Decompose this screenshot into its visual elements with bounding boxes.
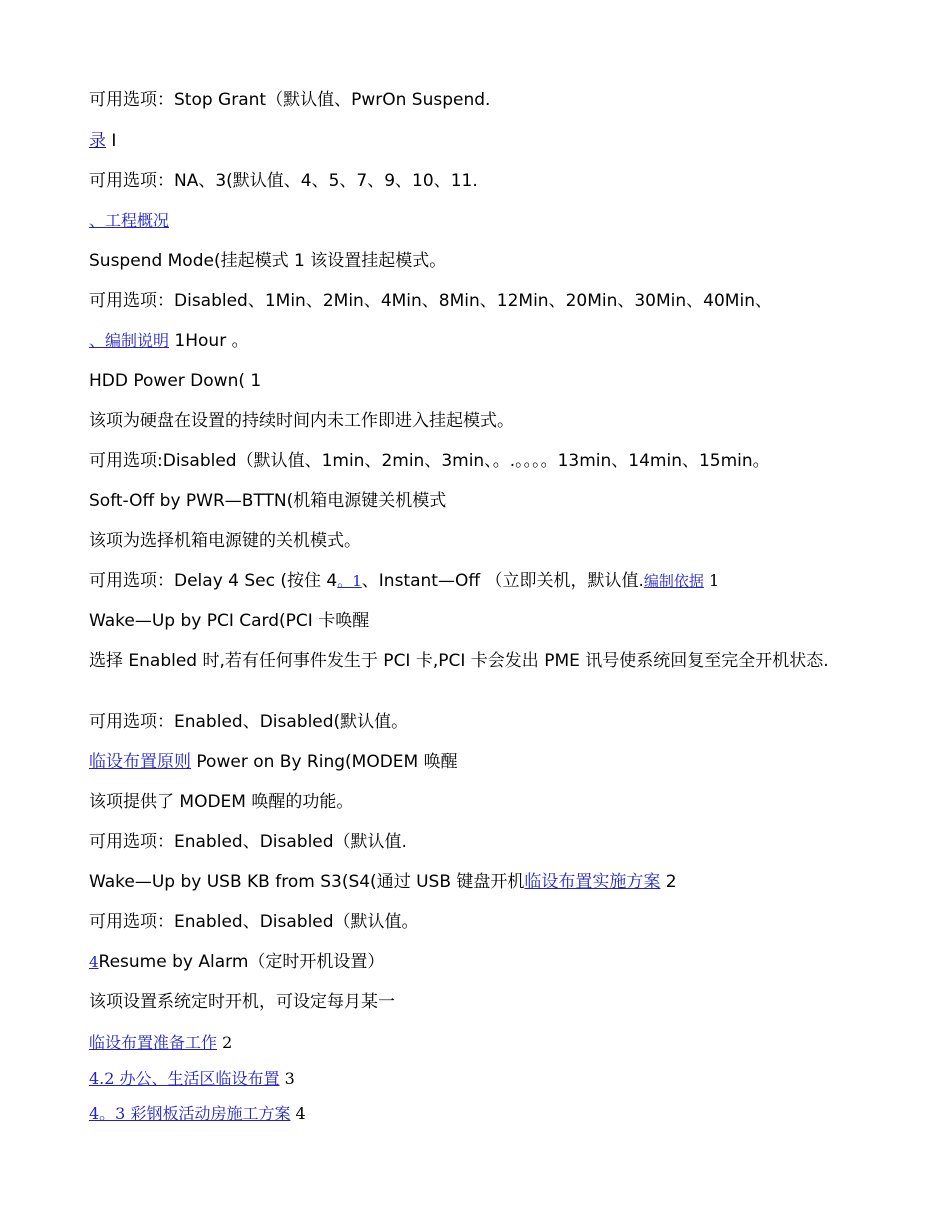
resume-by-alarm-text: Resume by Alarm（定时开机设置）: [98, 952, 385, 972]
wake-up-usb-text: Wake—Up by USB KB from S3(S4(通过 USB 键盘开机: [89, 872, 525, 892]
toc-link-4[interactable]: 4: [89, 953, 99, 971]
wake-up-usb-line: [89, 872, 869, 892]
soft-off-line: Soft-Off by PWR—BTTN(机箱电源键关机模式: [89, 491, 447, 511]
toc-line-compile-notes: [89, 331, 869, 351]
toc-link-compile-basis[interactable]: 编制依据: [643, 572, 704, 590]
toc-entry-2: [89, 1069, 869, 1089]
toc-entry-1: [89, 1033, 869, 1053]
toc-line-1-text: I: [106, 131, 117, 151]
toc-link-compile-basis-page: 1: [703, 571, 720, 590]
delay-option-text: 可用选项：Delay 4 Sec (按住 4: [89, 571, 338, 591]
toc-line-project-overview: [89, 211, 869, 231]
modem-description-line: 该项提供了 MODEM 唤醒的功能。: [89, 792, 354, 812]
toc-entry-3-page: 4: [290, 1104, 306, 1123]
toc-link-layout-implementation-page: 2: [660, 872, 677, 892]
option-line-hdd-minutes: 可用选项:Disabled（默认值、1min、2min、3min、。.。。。。13min、14min、15min。: [89, 451, 770, 471]
suspend-mode-line: Suspend Mode(挂起模式 1 该设置挂起模式。: [89, 251, 447, 271]
option-line-enabled-disabled-3: 可用选项：Enabled、Disabled（默认值。: [89, 912, 419, 932]
hdd-power-down-line: HDD Power Down( 1: [89, 371, 262, 391]
power-on-by-ring-line: [89, 752, 869, 772]
soft-off-description-line: 该项为选择机箱电源键的关机模式。: [89, 531, 361, 551]
option-line-stop-grant: 可用选项：Stop Grant（默认值、PwrOn Suspend.: [89, 90, 491, 110]
hdd-description-line: 该项为硬盘在设置的持续时间内未工作即进入挂起模式。: [89, 411, 514, 431]
toc-link-layout-implementation[interactable]: 临设布置实施方案: [524, 872, 661, 892]
option-line-disabled-min: 可用选项：Disabled、1Min、2Min、4Min、8Min、12Min、20Min、30Min、40Min、: [89, 291, 772, 311]
inline-link-1[interactable]: 。1: [337, 572, 362, 590]
toc-line-compile-notes-text: 1Hour 。: [169, 331, 249, 351]
toc-link-lu[interactable]: 录: [89, 131, 106, 151]
wake-up-pci-line: Wake—Up by PCI Card(PCI 卡唤醒: [89, 611, 370, 631]
toc-link-compile-notes[interactable]: 、编制说明: [89, 331, 170, 350]
toc-entry-2-link[interactable]: 4.2 办公、生活区临设布置: [89, 1069, 280, 1088]
toc-link-layout-principles[interactable]: 临设布置原则: [89, 752, 191, 772]
toc-entry-2-page: 3: [279, 1069, 295, 1088]
toc-link-project-overview[interactable]: 、工程概况: [89, 211, 170, 230]
alarm-description-line: 该项设置系统定时开机，可设定每月某一: [89, 992, 395, 1012]
option-line-delay-4-sec: [89, 571, 869, 591]
option-line-enabled-disabled-2: 可用选项：Enabled、Disabled（默认值.: [89, 832, 407, 852]
toc-entry-1-page: 2: [217, 1033, 233, 1052]
resume-by-alarm-line: [89, 952, 869, 972]
toc-line-1: [89, 131, 869, 151]
option-line-enabled-disabled-1: 可用选项：Enabled、Disabled(默认值。: [89, 712, 409, 732]
instant-off-text: 、Instant—Off （立即关机，默认值.: [361, 571, 644, 591]
option-line-na: 可用选项：NA、3(默认值、4、5、7、9、10、11.: [89, 171, 478, 191]
power-on-by-ring-text: Power on By Ring(MODEM 唤醒: [191, 752, 458, 772]
toc-entry-3-link[interactable]: 4。3 彩钢板活动房施工方案: [89, 1104, 291, 1123]
pci-description-paragraph: 选择 Enabled 时,若有任何事件发生于 PCI 卡,PCI 卡会发出 PME 讯号使系统回复至完全开机状态.: [89, 651, 829, 671]
toc-entry-1-link[interactable]: 临设布置准备工作: [89, 1033, 218, 1052]
toc-entry-3: [89, 1104, 869, 1124]
